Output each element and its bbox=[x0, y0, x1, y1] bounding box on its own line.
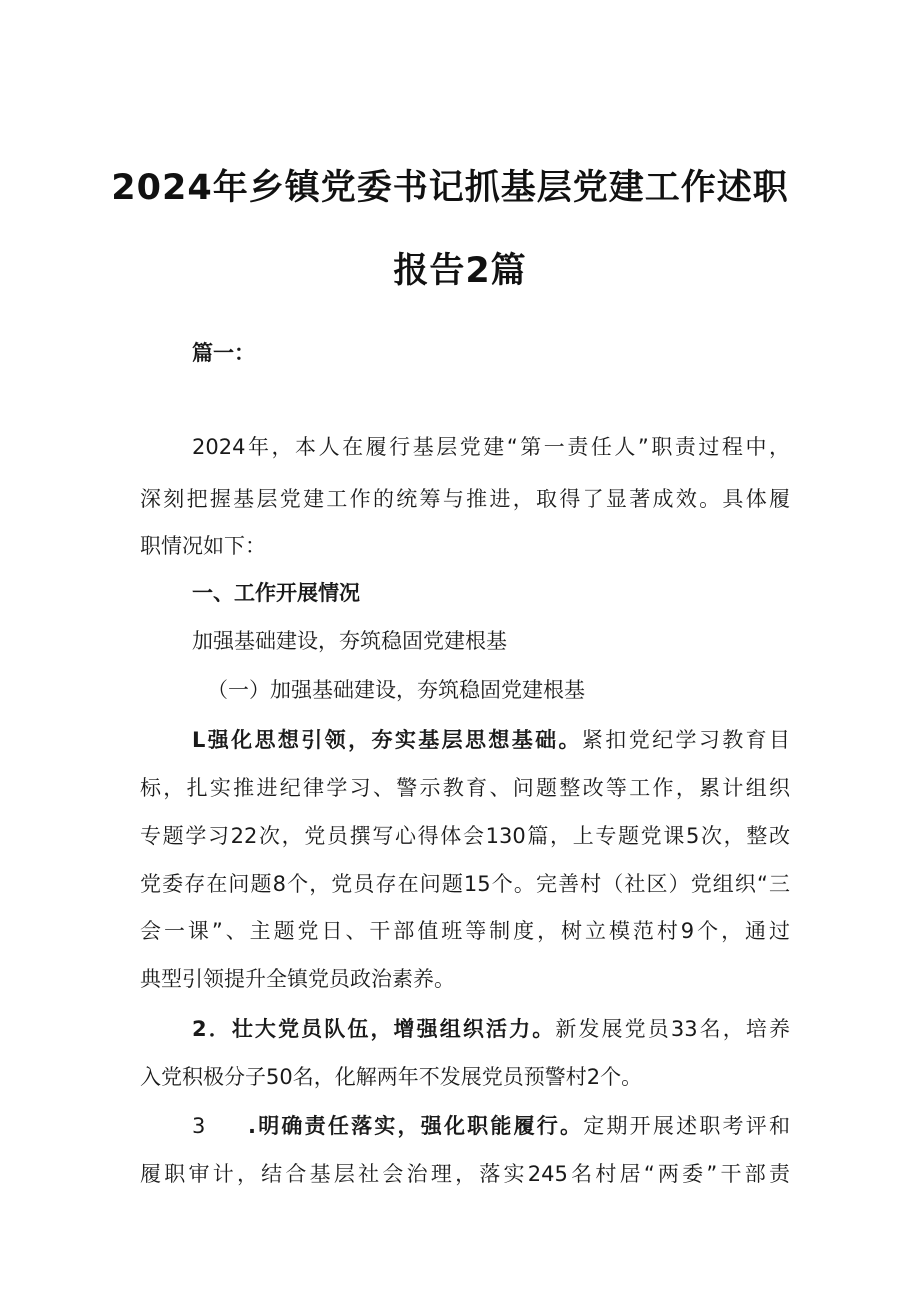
item1-first-rest: 紧扣党纪学习教育目 bbox=[581, 728, 790, 752]
heading-1: 一、工作开展情况 bbox=[192, 581, 360, 605]
item1-first-line bbox=[192, 727, 790, 753]
item2-line: 入党积极分子50名，化解两年不发展党员预警村2个。 bbox=[140, 1065, 643, 1089]
intro-line-2: 深刻把握基层党建工作的统筹与推进，取得了显著成效。具体履 bbox=[140, 487, 790, 511]
document-title-line2: 报告2篇 bbox=[393, 251, 527, 291]
item2-first-rest: 新发展党员33名，培养 bbox=[555, 1017, 790, 1041]
item1-line: 专题学习22次，党员撰写心得体会130篇，上专题党课5次，整改 bbox=[140, 824, 790, 848]
intro-line-3: 职情况如下： bbox=[140, 534, 266, 558]
item1-line: 会一课”、主题党日、干部值班等制度，树立模范村9个，通过 bbox=[140, 919, 790, 943]
document-title-line1: 2024年乡镇党委书记抓基层党建工作述职 bbox=[111, 168, 789, 208]
item1-line: 典型引领提升全镇党员政治素养。 bbox=[140, 967, 455, 991]
item2-first-line bbox=[192, 1016, 790, 1042]
item3-line: 履职审计，结合基层社会治理，落实245名村居“两委”干部责 bbox=[140, 1162, 790, 1186]
item3-first-line bbox=[248, 1113, 790, 1139]
subheading-plain: 加强基础建设，夯筑稳固党建根基 bbox=[192, 629, 507, 653]
item1-bold-lead: L强化思想引领，夯实基层思想基础。 bbox=[192, 728, 582, 752]
subheading-numbered: （一）加强基础建设，夯筑稳固党建根基 bbox=[207, 678, 585, 702]
item3-number: 3 bbox=[192, 1114, 206, 1138]
intro-line-1: 2024年，本人在履行基层党建“第一责任人”职责过程中， bbox=[192, 435, 790, 459]
section-label: 篇一： bbox=[192, 341, 255, 365]
item1-line: 党委存在问题8个，党员存在问题15个。完善村（社区）党组织“三 bbox=[140, 872, 790, 896]
item2-bold-lead: 2．壮大党员队伍，增强组织活力。 bbox=[192, 1017, 556, 1041]
item1-line: 标，扎实推进纪律学习、警示教育、问题整改等工作，累计组织 bbox=[140, 776, 790, 800]
item3-first-rest: 定期开展述职考评和 bbox=[583, 1114, 790, 1138]
item3-bold-lead: .明确责任落实，强化职能履行。 bbox=[248, 1114, 584, 1138]
